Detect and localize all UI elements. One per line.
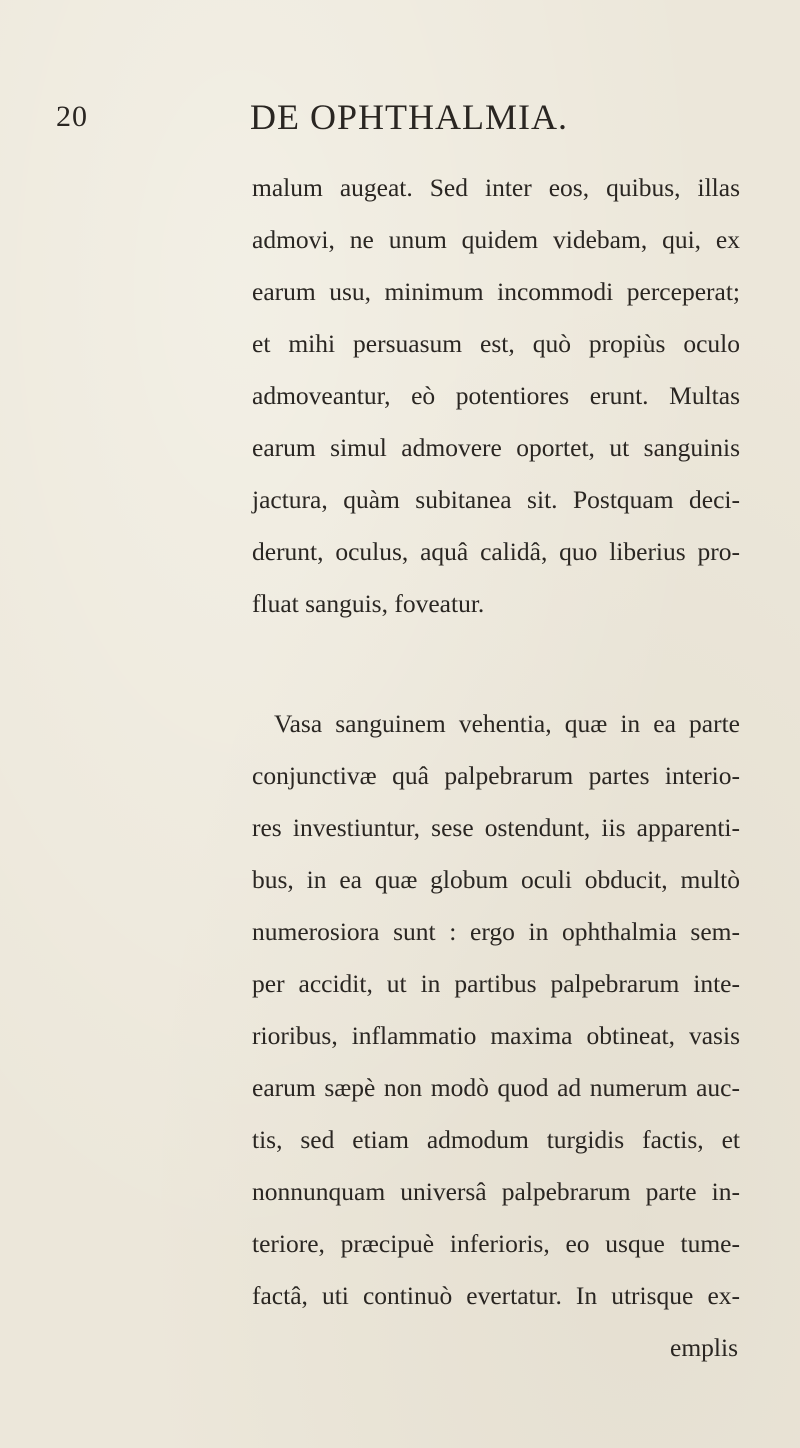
- text-line: rioribus, inflammatio maxima obtineat, vasis: [252, 1021, 740, 1050]
- text-line: admovi, ne unum quidem videbam, qui, ex: [252, 225, 740, 254]
- text-line: factâ, uti continuò evertatur. In utrisque ex-: [252, 1281, 740, 1310]
- text-line: res investiuntur, sese ostendunt, iis apparenti-: [252, 813, 740, 842]
- text-line: malum augeat. Sed inter eos, quibus, illas: [252, 173, 740, 202]
- text-block: [252, 162, 740, 1374]
- text-line: earum simul admovere oportet, ut sanguinis: [252, 433, 740, 462]
- text-line: teriore, præcipuè inferioris, eo usque tume-: [252, 1229, 740, 1258]
- paragraph-gap: [252, 630, 740, 698]
- text-line: nonnunquam universâ palpebrarum parte in-: [252, 1177, 740, 1206]
- text-line: per accidit, ut in partibus palpebrarum inte-: [252, 969, 740, 998]
- text-line: earum sæpè non modò quod ad numerum auc-: [252, 1073, 740, 1102]
- page-number: 20: [56, 100, 88, 133]
- text-line: jactura, quàm subitanea sit. Postquam deci-: [252, 485, 740, 514]
- text-line: et mihi persuasum est, quò propiùs oculo: [252, 329, 740, 358]
- text-line: numerosiora sunt : ergo in ophthalmia sem-: [252, 917, 740, 946]
- page-header: [0, 96, 800, 140]
- text-line: derunt, oculus, aquâ calidâ, quo liberius pro-: [252, 537, 740, 566]
- text-line: admoveantur, eò potentiores erunt. Multas: [252, 381, 740, 410]
- running-head: DE OPHTHALMIA.: [250, 97, 568, 137]
- paragraph-2: [252, 698, 740, 1322]
- paragraph-1: [252, 162, 740, 630]
- text-line: fluat sanguis, foveatur.: [252, 589, 485, 618]
- text-line: Vasa sanguinem vehentia, quæ in ea parte: [274, 709, 740, 738]
- text-line: earum usu, minimum incommodi perceperat;: [252, 277, 740, 306]
- text-line: tis, sed etiam admodum turgidis factis, et: [252, 1125, 740, 1154]
- catchword: emplis: [670, 1333, 738, 1362]
- text-line: conjunctivæ quâ palpebrarum partes interio-: [252, 761, 740, 790]
- text-line: bus, in ea quæ globum oculi obducit, multò: [252, 865, 740, 894]
